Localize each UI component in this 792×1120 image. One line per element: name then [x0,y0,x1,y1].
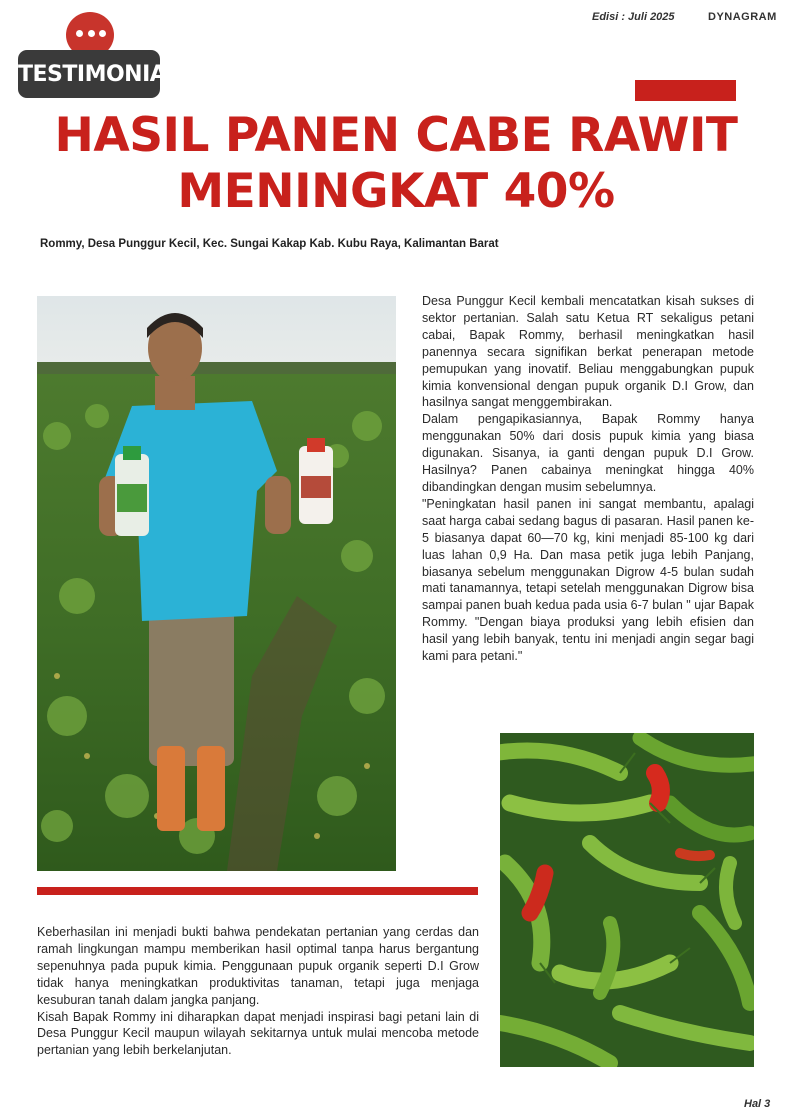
paragraph: Desa Punggur Kecil kembali mencatatkan kisah sukses di sektor pertanian. Salah satu Ketua RT sekaligus petani cabai, Bapak Rommy, berhasil meningkatkan hasil panennya secara signifikan berkat penerapan metode pemupukan yang inovatif. Beliau menggabungkan pupuk kimia konvensional dengan pupuk organik D.I Grow, dan hasilnya sangat menggembirakan. [422,294,754,410]
accent-bar [635,80,736,101]
title-line-1: HASIL PANEN CABE RAWIT [54,108,738,163]
paragraph: Dalam pengapikasiannya, Bapak Rommy hanya menggunakan 50% dari dosis pupuk kimia yang biasa digunakan. Sisanya, ia ganti dengan pupuk D.I Grow. Hasilnya? Panen cabainya meningkat hingga 40% dibandingkan dengan musim sebelumnya. [422,412,754,494]
article-body-bottom [37,924,479,1059]
paragraph: Kisah Bapak Rommy ini diharapkan dapat menjadi inspirasi bagi petani lain di Desa Punggur Kecil maupun wilayah sekitarnya untuk mulai mencoba metode pertanian yang lebih berkelanjutan. [37,1009,479,1058]
byline: Rommy, Desa Punggur Kecil, Kec. Sungai Kakap Kab. Kubu Raya, Kalimantan Barat [40,238,499,250]
page-number: Hal 3 [744,1098,771,1110]
farmer-photo [37,296,396,871]
title-line-2: MENINGKAT 40% [177,164,615,219]
section-divider [37,887,478,895]
edition-label: Edisi : Juli 2025 [592,11,675,23]
testimonial-badge [18,12,180,100]
brand-name: DYNAGRAM [708,11,777,23]
badge-label: TESTIMONIAL [18,50,160,98]
ellipsis-icon [76,30,106,40]
chili-photo [500,733,754,1067]
article-title [40,108,752,220]
article-body-right [422,293,754,665]
paragraph: Keberhasilan ini menjadi bukti bahwa pendekatan pertanian yang cerdas dan ramah lingkungan mampu memberikan hasil optimal tanpa harus bergantung sepenuhnya pada pupuk kimia. Penggunaan pupuk organik seperti D.I Grow tidak hanya meningkatkan produktivitas tanaman, tetapi juga menjaga kesuburan tanah dalam jangka panjang. [37,925,479,1007]
paragraph: "Peningkatan hasil panen ini sangat membantu, apalagi saat harga cabai sedang bagus di pasaran. Hasil panen ke-5 biasanya dapat 60—70 kg, kini menjadi 85-100 kg dari luas lahan 0,9 Ha. Dan masa petik juga lebih Panjang, biasanya sebelum menggunakan Digrow 4-5 bulan sudah mati tanamannya, tetapi setelah menggunakan Digrow bisa sampai panen buah kedua pada usia 6-7 bulan " ujar Bapak Rommy. "Dengan biaya produksi yang lebih efisien dan hasil yang lebih banyak, tentu ini menjadi angin segar bagi kami para petani." [422,496,754,664]
